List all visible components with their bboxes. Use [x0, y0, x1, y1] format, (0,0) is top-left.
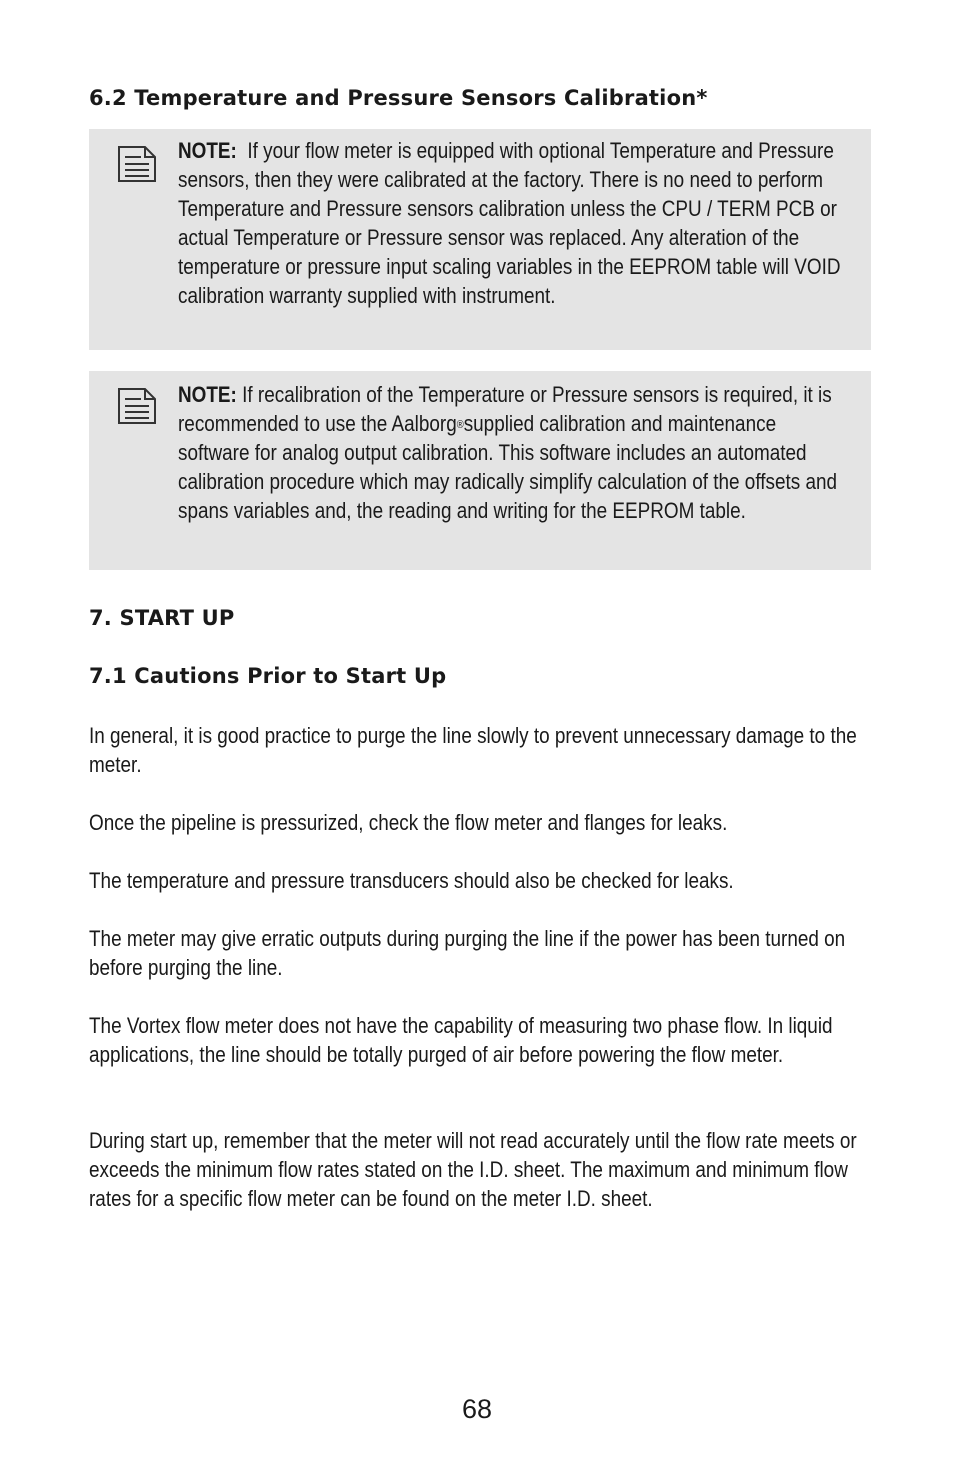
- note-icon: [117, 145, 157, 183]
- paragraph: Once the pipeline is pressurized, check the flow meter and flanges for leaks.: [89, 810, 728, 835]
- paragraph: In general, it is good practice to purge the line slowly to prevent unnecessary damage to the meter.: [89, 723, 857, 777]
- section-heading-6-2: 6.2 Temperature and Pressure Sensors Calibration*: [89, 86, 708, 110]
- note-1-body: If your flow meter is equipped with optional Temperature and Pressure sensors, then they were calibrated at the factory. There is no need to perform Temperature and Pressure sensors calibration unless the CPU / TERM PCB or actual Temperature or Pressure sensor was replaced. Any alteration of the temperature or pressure input scaling variables in the EEPROM table will VOID calibration warranty supplied with instrument.: [178, 138, 841, 308]
- note-box-2: [89, 371, 871, 570]
- registered-mark: ®: [456, 419, 464, 431]
- paragraph: The temperature and pressure transducers should also be checked for leaks.: [89, 868, 734, 893]
- note-2-body-before: If recalibration of the Temperature or Pressure sensors is required, it is recommended to use the Aalborg: [178, 382, 832, 436]
- note-icon: [117, 387, 157, 425]
- section-heading-7: 7. START UP: [89, 606, 235, 630]
- note-2-label: NOTE:: [178, 382, 237, 407]
- page-number: 68: [461, 1394, 493, 1424]
- note-box-1: [89, 129, 871, 350]
- paragraph: The meter may give erratic outputs during purging the line if the power has been turned on before purging the line.: [89, 926, 846, 980]
- note-1-text: [178, 136, 853, 310]
- section-heading-7-1: 7.1 Cautions Prior to Start Up: [89, 664, 447, 688]
- note-2-body-after: supplied calibration and maintenance software for analog output calibration. This software includes an automated calibration procedure which may radically simplify calculation of the offsets and spans variables and, the reading and writing for the EEPROM table.: [178, 411, 838, 523]
- paragraph: The Vortex flow meter does not have the capability of measuring two phase flow. In liquid applications, the line should be totally purged of air before powering the flow meter.: [89, 1013, 833, 1067]
- paragraph: During start up, remember that the meter will not read accurately until the flow rate meets or exceeds the minimum flow rates stated on the I.D. sheet. The maximum and minimum flow rates for a specific flow meter can be found on the meter I.D. sheet.: [89, 1128, 857, 1211]
- note-2-text: [178, 380, 853, 525]
- note-1-label: NOTE:: [178, 138, 237, 163]
